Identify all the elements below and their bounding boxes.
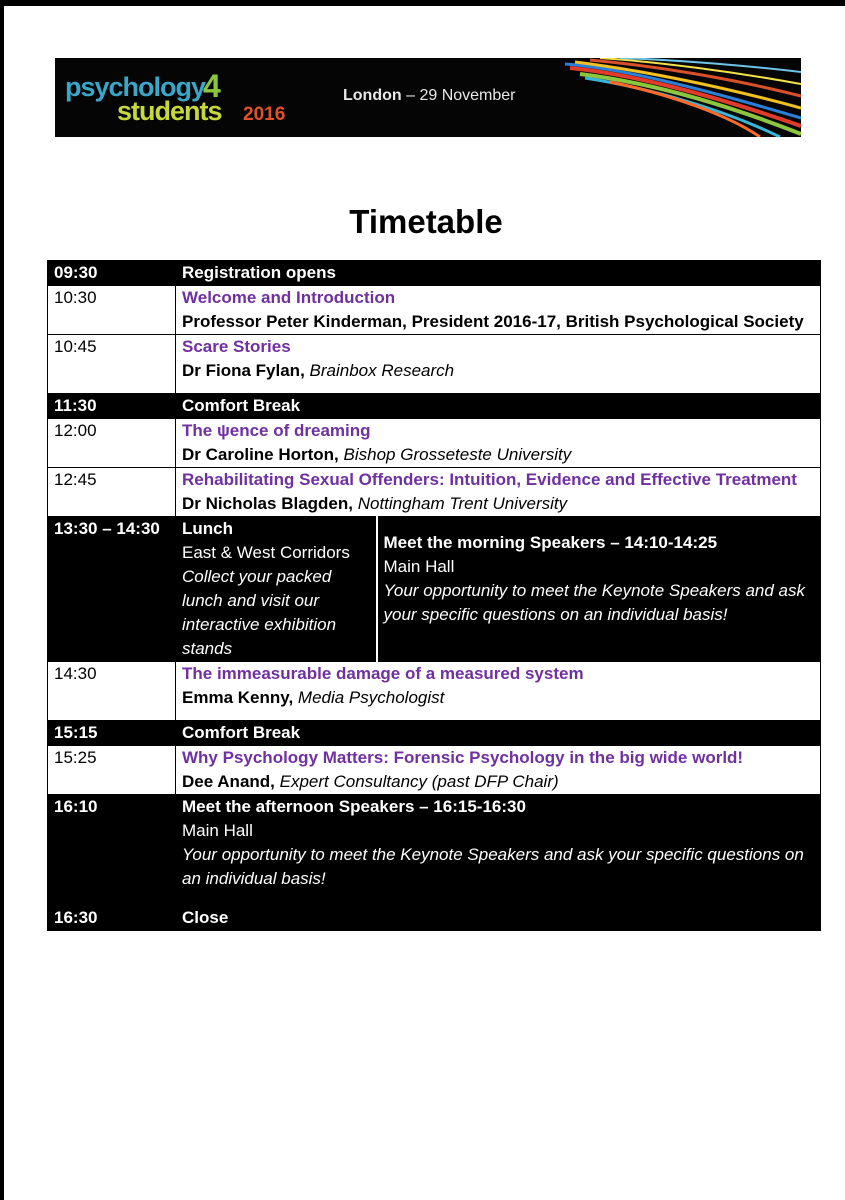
session-title: Close: [176, 906, 821, 931]
logo-psychology: psychology: [65, 72, 206, 102]
session-cell: [176, 795, 821, 906]
page-title: Timetable: [349, 203, 503, 240]
timetable-row: [48, 335, 821, 394]
logo-four: 4: [203, 68, 221, 104]
session-speaker: Dee Anand,: [182, 772, 275, 791]
logo-year: 2016: [243, 104, 286, 125]
timetable-row: [48, 721, 821, 746]
light-swirl-graphic: [560, 58, 801, 137]
session-title: Why Psychology Matters: Forensic Psychology in the big wide world!: [182, 748, 744, 767]
time-cell: 13:30 – 14:30: [48, 517, 176, 662]
session-cell: [176, 468, 821, 517]
lunch-cell: [176, 517, 377, 662]
timetable-row: [48, 286, 821, 335]
timetable-row: [48, 662, 821, 721]
event-banner: [55, 58, 801, 137]
session-title: Scare Stories: [182, 337, 291, 356]
lunch-location: East & West Corridors: [182, 543, 350, 562]
banner-location: London: [343, 87, 402, 104]
session-speaker: Professor Peter Kinderman, President 2016-17, British Psychological Society: [182, 312, 804, 331]
timetable-row: [48, 468, 821, 517]
session-cell: [176, 419, 821, 468]
session-cell: [176, 286, 821, 335]
session-affiliation: Brainbox Research: [309, 361, 455, 380]
session-affiliation: Nottingham Trent University: [357, 494, 568, 513]
session-affiliation: Expert Consultancy (past DFP Chair): [279, 772, 559, 791]
time-cell: 14:30: [48, 662, 176, 721]
top-border: [0, 0, 845, 6]
time-cell: 09:30: [48, 261, 176, 286]
timetable-row-lunch: [48, 517, 821, 662]
lunch-title: Lunch: [182, 519, 233, 538]
session-speaker: Dr Fiona Fylan,: [182, 361, 305, 380]
time-cell: 10:30: [48, 286, 176, 335]
session-affiliation: Media Psychologist: [297, 688, 445, 707]
time-cell: 12:00: [48, 419, 176, 468]
session-title: The immeasurable damage of a measured system: [182, 664, 584, 683]
timetable: [47, 260, 821, 931]
session-note: Your opportunity to meet the Keynote Speakers and ask your specific questions on an individual basis!: [182, 845, 804, 888]
time-cell: 10:45: [48, 335, 176, 394]
event-logo: [65, 68, 305, 132]
session-speaker: Emma Kenny,: [182, 688, 294, 707]
lunch-note: Collect your packed lunch and visit our interactive exhibition stands: [182, 567, 337, 658]
timetable-row: [48, 394, 821, 419]
session-cell: [176, 335, 821, 394]
session-affiliation: Bishop Grosseteste University: [343, 445, 572, 464]
time-cell: 15:15: [48, 721, 176, 746]
logo-students: students: [117, 96, 222, 126]
session-title: Meet the afternoon Speakers – 16:15-16:30: [182, 797, 526, 816]
time-cell: 16:30: [48, 906, 176, 931]
session-title: Welcome and Introduction: [182, 288, 396, 307]
session-speaker: Dr Nicholas Blagden,: [182, 494, 353, 513]
meet-speakers-cell: [377, 517, 821, 662]
time-cell: 11:30: [48, 394, 176, 419]
time-cell: 15:25: [48, 746, 176, 795]
left-border: [0, 0, 4, 1200]
session-speaker: Dr Caroline Horton,: [182, 445, 339, 464]
banner-date: 29 November: [419, 87, 516, 104]
session-title: Comfort Break: [176, 394, 821, 419]
timetable-row: [48, 906, 821, 931]
time-cell: 16:10: [48, 795, 176, 906]
banner-location-date: [343, 87, 516, 105]
session-title: The ψence of dreaming: [182, 421, 371, 440]
session-location: Main Hall: [182, 821, 253, 840]
meet-location: Main Hall: [383, 557, 455, 576]
session-title: Rehabilitating Sexual Offenders: Intuition, Evidence and Effective Treatment: [182, 470, 797, 489]
session-title: Registration opens: [176, 261, 821, 286]
session-cell: [176, 746, 821, 795]
timetable-row: [48, 261, 821, 286]
timetable-row: [48, 419, 821, 468]
session-cell: [176, 662, 821, 721]
meet-note: Your opportunity to meet the Keynote Speakers and ask your specific questions on an individual basis!: [383, 581, 805, 624]
meet-title: Meet the morning Speakers – 14:10-14:25: [383, 533, 718, 552]
timetable-row: [48, 746, 821, 795]
time-cell: 12:45: [48, 468, 176, 517]
session-title: Comfort Break: [176, 721, 821, 746]
timetable-row: [48, 795, 821, 906]
banner-dash: –: [406, 87, 415, 104]
